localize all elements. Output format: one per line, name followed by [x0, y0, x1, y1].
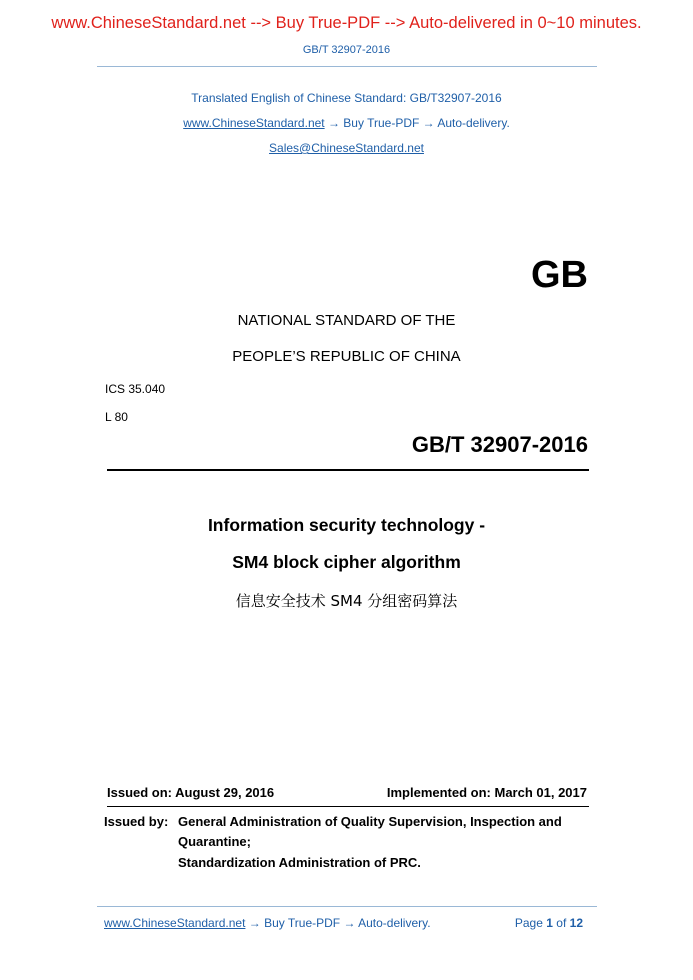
- gb-mark: GB: [531, 254, 588, 296]
- header-standard-code: GB/T 32907-2016: [302, 44, 391, 56]
- header-divider: [97, 66, 597, 67]
- banner-delivery-text: Auto-delivered in 0~10 minutes.: [409, 14, 642, 32]
- title-divider: [107, 469, 589, 471]
- issued-by-authority-2: Standardization Administration of PRC.: [178, 855, 421, 870]
- banner-separator: -->: [245, 14, 276, 32]
- email-line: [0, 141, 693, 155]
- implemented-on-date: Implemented on: March 01, 2017: [386, 785, 587, 800]
- national-standard-line2: PEOPLE’S REPUBLIC OF CHINA: [232, 348, 461, 365]
- banner-separator: -->: [380, 14, 410, 32]
- info-site-link[interactable]: www.ChineseStandard.net: [183, 116, 325, 130]
- dates-row: [107, 785, 587, 803]
- page-number: [515, 916, 583, 930]
- title-line1: Information security technology -: [207, 515, 486, 535]
- dates-divider: [107, 806, 589, 807]
- footer-site-link[interactable]: www.ChineseStandard.net: [104, 916, 246, 930]
- promo-banner[interactable]: [0, 14, 693, 33]
- footer-buy-text: → Buy True-PDF → Auto-delivery.: [245, 916, 431, 930]
- standard-number: GB/T 32907-2016: [411, 432, 588, 457]
- issued-on-date: Issued on: August 29, 2016: [107, 785, 275, 800]
- title-line2: SM4 block cipher algorithm: [232, 552, 461, 572]
- footer-purchase-line: [104, 916, 431, 930]
- translation-notice: Translated English of Chinese Standard: GB/T32907-2016: [191, 91, 502, 105]
- page-total: 12: [569, 916, 583, 930]
- issued-by-authority-1: General Administration of Quality Supervision, Inspection and Quarantine;: [178, 814, 562, 849]
- title-chinese: 信息安全技术 SM4 分组密码算法: [235, 592, 458, 610]
- ccs-code: L 80: [105, 410, 128, 424]
- info-buy-text: → Buy True-PDF → Auto-delivery.: [324, 116, 510, 130]
- page-label: Page: [514, 916, 543, 930]
- banner-buy-text: Buy True-PDF: [275, 14, 381, 32]
- purchase-line: [0, 116, 693, 130]
- ics-code: ICS 35.040: [105, 382, 166, 396]
- footer-divider: [97, 906, 597, 907]
- national-standard-line1: NATIONAL STANDARD OF THE: [237, 312, 456, 329]
- issued-by-label: Issued by:: [104, 814, 169, 829]
- page-current: 1: [546, 916, 553, 930]
- sales-email-link[interactable]: Sales@ChineseStandard.net: [269, 141, 424, 155]
- banner-site-link[interactable]: www.ChineseStandard.net: [51, 14, 246, 32]
- page-of: of: [556, 916, 567, 930]
